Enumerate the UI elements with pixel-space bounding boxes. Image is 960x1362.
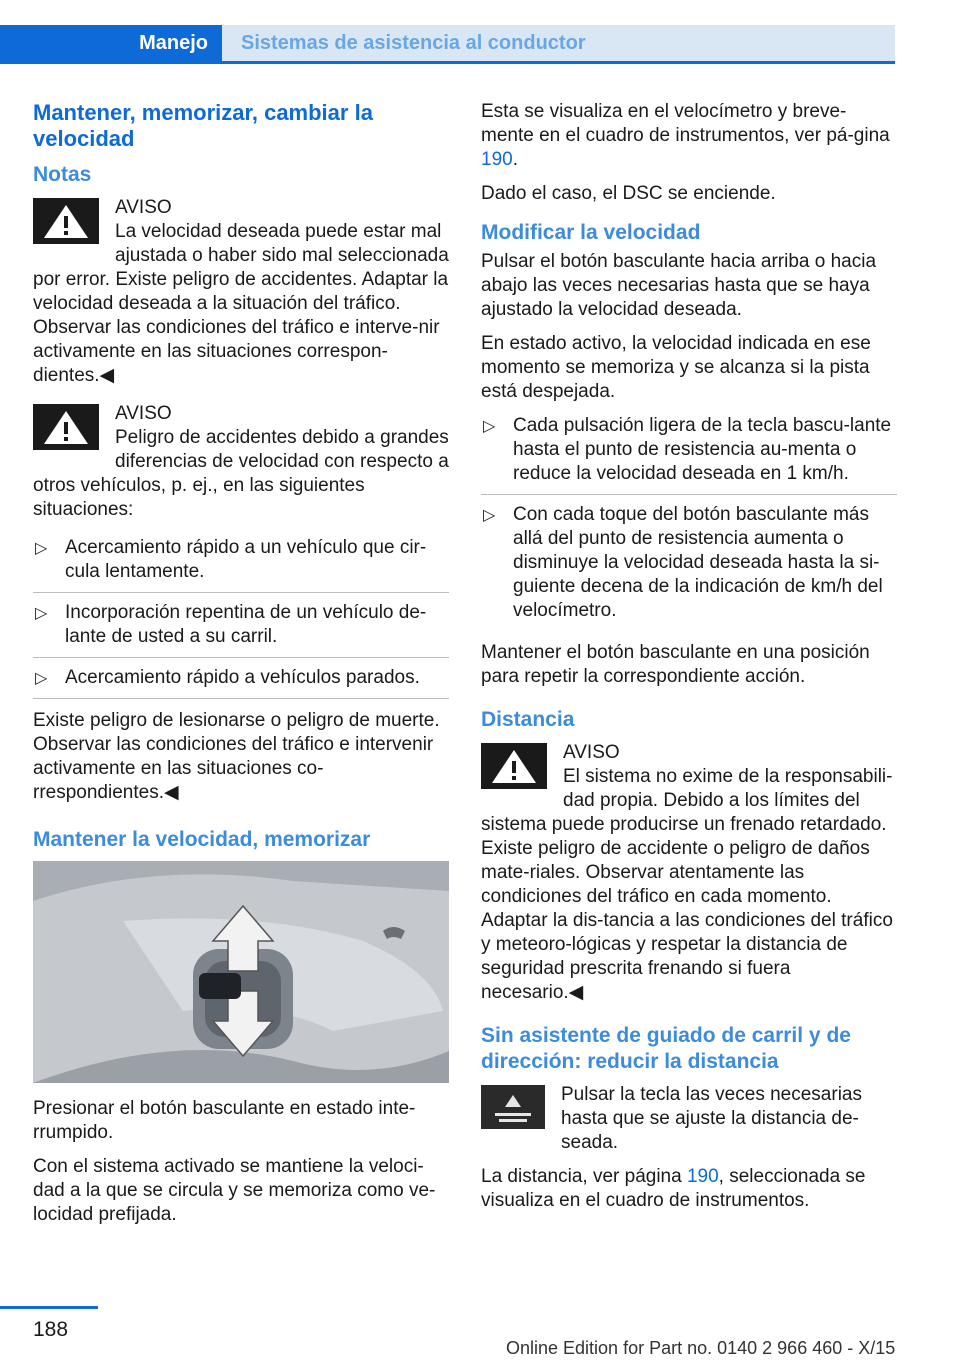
paragraph: Dado el caso, el DSC se enciende. bbox=[481, 183, 776, 204]
left-column bbox=[33, 100, 449, 1237]
list-item: ▷ Acercamiento rápido a vehículos parados. bbox=[33, 666, 449, 699]
warning-block-2 bbox=[33, 402, 449, 522]
triangle-bullet-icon: ▷ bbox=[483, 418, 496, 435]
section-heading: Distancia bbox=[481, 708, 575, 731]
distance-reduce-key-icon bbox=[481, 1085, 545, 1129]
paragraph: Con el sistema activado se mantiene la veloci‐dad a la que se circula y se memoriza como ve‐locidad prefijada. bbox=[33, 1156, 436, 1225]
notas-heading: Notas bbox=[33, 163, 92, 186]
page-link[interactable]: 190 bbox=[481, 149, 513, 170]
triangle-bullet-icon: ▷ bbox=[483, 507, 496, 524]
list-item: ▷ Acercamiento rápido a un vehículo que cir‐cula lentamente. bbox=[33, 536, 449, 593]
edition-note: Online Edition for Part no. 0140 2 966 460 - X/15 bbox=[506, 1338, 896, 1358]
chapter-tab[interactable]: Manejo bbox=[139, 32, 208, 54]
warning-icon bbox=[481, 743, 547, 789]
steering-wheel-rocker-image bbox=[33, 861, 449, 1083]
paragraph: Esta se visualiza en el velocímetro y breve‐mente en el cuadro de instrumentos, ver pá‐gina 190. bbox=[481, 101, 890, 170]
triangle-bullet-icon: ▷ bbox=[35, 540, 48, 557]
section-heading: Modificar la velocidad bbox=[481, 221, 701, 244]
paragraph: Pulsar el botón basculante hacia arriba o hacia abajo las veces necesarias hasta que se haya ajustado la velocidad deseada. bbox=[481, 251, 877, 320]
warning-icon bbox=[33, 404, 99, 450]
paragraph: Existe peligro de lesionarse o peligro de muerte. Observar las condiciones del tráfico e intervenir activamente en las situaciones co‐rrespondientes.◀ bbox=[33, 710, 440, 803]
list-item: ▷ Incorporación repentina de un vehículo de‐lante de usted a su carril. bbox=[33, 601, 449, 658]
section-heading: Sin asistente de guiado de carril y de dirección: reducir la distancia bbox=[481, 1024, 851, 1073]
page-link[interactable]: 190 bbox=[686, 1166, 719, 1187]
warning-block-1 bbox=[33, 196, 449, 388]
triangle-bullet-icon: ▷ bbox=[35, 605, 48, 622]
warning-block-3 bbox=[481, 741, 897, 1005]
page-number: 188 bbox=[33, 1318, 69, 1341]
header-rule bbox=[0, 61, 895, 64]
warning-text: El sistema no exime de la responsabili‐dad propia. Debido a los límites del sistema puede producirse un frenado retardado. Existe peligro de accidente o peligro de daños mate‐riales. Observar atentamente las condiciones del tráfico en cada momento. Adaptar la dis‐tancia a las condiciones del tráfico y meteoro‐lógicas y respetar la distancia de seguridad prescrita frenando si fuera necesario.◀ bbox=[481, 766, 893, 1003]
right-column bbox=[481, 100, 897, 1223]
triangle-bullet-icon: ▷ bbox=[35, 670, 48, 687]
warning-title: AVISO bbox=[115, 197, 172, 218]
warning-title: AVISO bbox=[115, 403, 172, 424]
situations-list bbox=[33, 536, 449, 699]
warning-text: La velocidad deseada puede estar mal ajustada o haber sido mal seleccionada por error. Existe peligro de accidentes. Adaptar la velocidad deseada a la situación del tráfico. Observar las condiciones del tráfico e interve‐nir activamente en las situaciones correspon‐dientes.◀ bbox=[33, 221, 449, 386]
paragraph: Presionar el botón basculante en estado inte‐rrumpido. bbox=[33, 1098, 416, 1143]
paragraph: Pulsar la tecla las veces necesarias hasta que se ajuste la distancia de‐seada. bbox=[481, 1083, 897, 1155]
page-title: Mantener, memorizar, cambiar la velocidad bbox=[33, 100, 373, 151]
paragraph: La distancia, ver página 190, seleccionada se visualiza en el cuadro de instrumentos. bbox=[481, 1166, 866, 1211]
list-item: ▷ Con cada toque del botón basculante más allá del punto de resistencia aumenta o disminuye la velocidad deseada hasta la si‐guiente decena de la indicación de km/h del velocímetro. bbox=[483, 504, 883, 621]
warning-icon bbox=[33, 198, 99, 244]
speed-change-list bbox=[481, 414, 897, 631]
paragraph: En estado activo, la velocidad indicada en ese momento se memoriza y se alcanza si la pista está despejada. bbox=[481, 333, 871, 402]
warning-text: Peligro de accidentes debido a grandes diferencias de velocidad con respecto a otros vehículos, p. ej., en las siguientes situaciones: bbox=[33, 427, 449, 520]
section-heading: Mantener la velocidad, memorizar bbox=[33, 828, 371, 851]
list-item: ▷ Cada pulsación ligera de la tecla bascu‐lante hasta el punto de resistencia au‐menta o reduce la velocidad deseada en 1 km/h. bbox=[481, 414, 897, 495]
footer-rule bbox=[0, 1306, 98, 1309]
section-title[interactable]: Sistemas de asistencia al conductor bbox=[241, 32, 586, 54]
warning-title: AVISO bbox=[563, 742, 620, 763]
paragraph: Mantener el botón basculante en una posición para repetir la correspondiente acción. bbox=[481, 642, 870, 687]
